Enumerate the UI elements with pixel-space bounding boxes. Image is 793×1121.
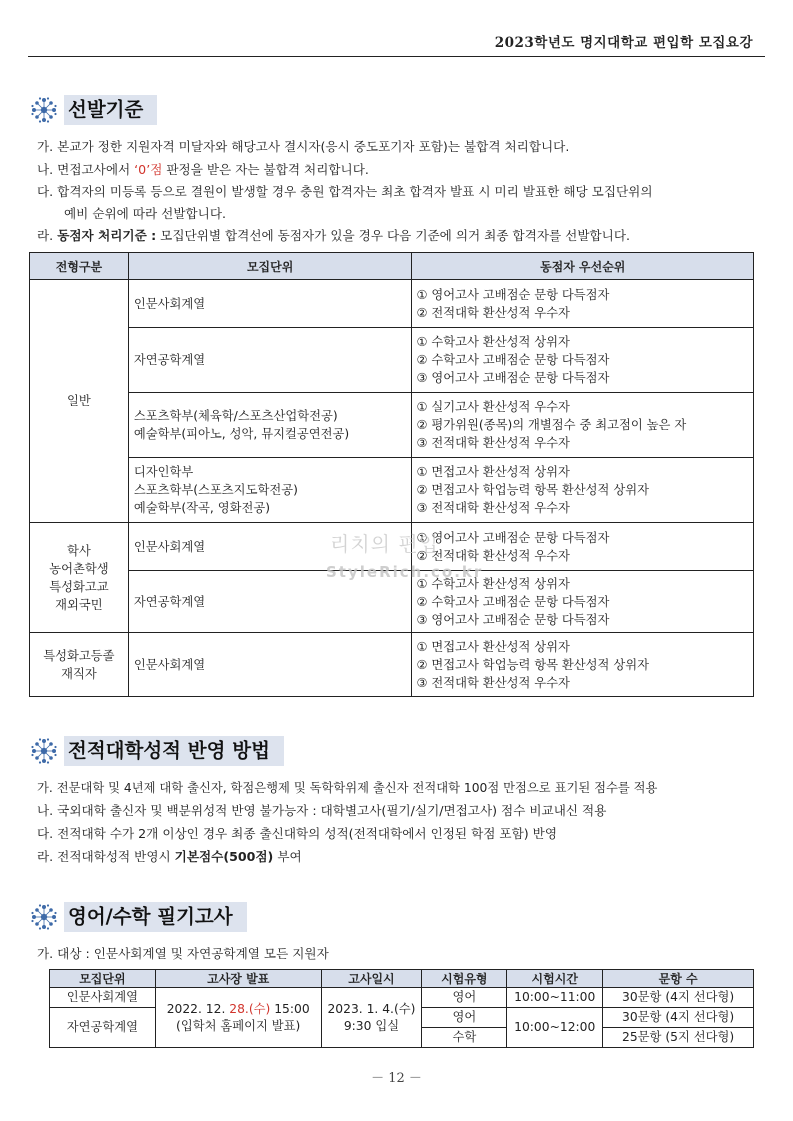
table-row xyxy=(30,393,754,458)
group-vocational xyxy=(30,633,129,697)
group-line: 특성화고등졸 xyxy=(43,648,115,663)
document-title: 2023학년도 명지대학교 편입학 모집요강 xyxy=(494,35,753,51)
criteria-line: ① 수학고사 환산성적 상위자 xyxy=(416,335,570,349)
table-row xyxy=(30,280,754,328)
section-heading-written-exam xyxy=(28,900,247,934)
paragraph-da-line1: 다. 합격자의 미등록 등으로 결원이 발생할 경우 충원 합격자는 최초 합격자 발표 시 미리 발표한 해당 모집단위의 xyxy=(37,184,653,199)
criteria-line: ② 면접고사 학업능력 항목 환산성적 상위자 xyxy=(416,657,649,672)
table-row xyxy=(30,458,754,523)
exam-type-cell: 수학 xyxy=(422,1028,507,1048)
exam-entry-time: 9:30 입실 xyxy=(343,1018,400,1033)
paragraph-na xyxy=(37,162,369,178)
exam-time-cell: 10:00~11:00 xyxy=(507,988,603,1008)
criteria-cell xyxy=(412,458,754,523)
criteria-line: ① 실기고사 환산성적 우수자 xyxy=(416,400,570,414)
section-heading-grade-reflection xyxy=(28,734,284,768)
column-header: 모집단위 xyxy=(50,970,156,988)
paragraph-da: 다. 전적대학 수가 2개 이상인 경우 최종 출신대학의 성적(전적대학에서 인정된 학점 포함) 반영 xyxy=(37,826,558,841)
watermark-url: StyleRich.co.kr xyxy=(326,563,484,581)
table-row xyxy=(50,988,754,1008)
criteria-line: ③ 영어고사 고배점순 문항 다득점자 xyxy=(416,371,610,385)
unit-line: 스포츠학부(체육학/스포츠산업학전공) xyxy=(133,409,338,423)
highlight-zero-score: ‘0’점 xyxy=(134,162,163,177)
column-header: 시험시간 xyxy=(507,970,603,988)
column-header: 동점자 우선순위 xyxy=(412,253,754,280)
page-number: － 12 － xyxy=(371,1071,422,1086)
column-header: 고사장 발표 xyxy=(155,970,321,988)
exam-date: 2023. 1. 4.(수) xyxy=(327,1001,416,1016)
tie-break-table xyxy=(29,252,754,697)
flower-emblem-icon xyxy=(28,735,60,767)
criteria-line: ② 수학고사 고배점순 문항 다득점자 xyxy=(416,353,610,367)
section-title: 선발기준 xyxy=(64,95,157,125)
paragraph-ga: 가. 대상 : 인문사회계열 및 자연공학계열 모든 지원자 xyxy=(37,946,329,961)
paragraph-ga: 가. 전문대학 및 4년제 대학 출신자, 학점은행제 및 독학학위제 출신자 전적대학 100점 만점으로 표기된 점수를 적용 xyxy=(37,781,658,795)
group-line: 재직자 xyxy=(61,666,97,681)
column-header: 전형구분 xyxy=(30,253,129,280)
criteria-line: ② 평가위원(종목)의 개별점수 중 최고점이 높은 자 xyxy=(416,418,687,432)
unit-cell xyxy=(128,328,412,393)
criteria-cell xyxy=(412,280,754,328)
paragraph-ra xyxy=(37,228,630,244)
criteria-line: ① 영어고사 고배점순 문항 다득점자 xyxy=(416,530,610,545)
criteria-line: ② 면접고사 학업능력 항목 환산성적 상위자 xyxy=(416,483,649,497)
text-segment: 2022. 12. xyxy=(166,1001,230,1016)
unit-line: 인문사회계열 xyxy=(133,296,206,311)
unit-line: 디자인학부 xyxy=(133,465,194,479)
unit-line: 인문사회계열 xyxy=(133,657,206,672)
group-line: 학사 xyxy=(67,543,91,558)
tie-criteria-label: 동점자 처리기준 : xyxy=(57,228,157,243)
announcement-cell xyxy=(155,988,321,1048)
criteria-line: ③ 영어고사 고배점순 문항 다득점자 xyxy=(416,612,610,627)
section-title: 전적대학성적 반영 방법 xyxy=(64,736,284,766)
criteria-line: ① 수학고사 환산성적 상위자 xyxy=(416,576,570,591)
column-header: 모집단위 xyxy=(128,253,412,280)
group-general: 일반 xyxy=(30,280,129,523)
criteria-cell xyxy=(412,393,754,458)
unit-line: 인문사회계열 xyxy=(133,539,206,554)
question-count-cell: 30문항 (4지 선다형) xyxy=(603,988,754,1008)
announcement-note: (입학처 홈페이지 발표) xyxy=(176,1018,301,1033)
watermark-text: 리치의 편입 xyxy=(330,532,439,556)
group-line: 특성화고교 xyxy=(49,579,109,594)
unit-cell xyxy=(128,393,412,458)
text-segment: 라. xyxy=(37,228,58,243)
criteria-line: ③ 전적대학 환산성적 우수자 xyxy=(416,675,570,690)
exam-time-cell: 10:00~12:00 xyxy=(507,1008,603,1048)
criteria-line: ② 전적대학 환산성적 우수자 xyxy=(416,305,570,320)
unit-line: 예술학부(작곡, 영화전공) xyxy=(133,501,271,515)
paragraph-da-line2: 예비 순위에 따라 선발합니다. xyxy=(64,206,226,221)
exam-type-cell: 영어 xyxy=(422,1008,507,1028)
header-divider xyxy=(28,56,765,57)
unit-cell xyxy=(128,458,412,523)
criteria-line: ① 면접고사 환산성적 상위자 xyxy=(416,465,570,479)
group-line: 재외국민 xyxy=(55,597,103,612)
flower-emblem-icon xyxy=(28,901,60,933)
exam-date-cell xyxy=(321,988,422,1048)
text-segment: 나. 면접고사에서 xyxy=(37,162,135,177)
unit-line: 예술학부(피아노, 성악, 뮤지컬공연전공) xyxy=(133,427,350,441)
highlight-date: 28.(수) xyxy=(229,1001,271,1016)
column-header: 시험유형 xyxy=(422,970,507,988)
section-title: 영어/수학 필기고사 xyxy=(64,902,247,932)
unit-cell: 인문사회계열 xyxy=(50,988,156,1008)
table-header-row xyxy=(50,970,754,988)
criteria-cell xyxy=(412,328,754,393)
unit-cell xyxy=(128,633,412,697)
criteria-cell xyxy=(412,633,754,697)
table-row xyxy=(30,328,754,393)
criteria-line: ① 영어고사 고배점순 문항 다득점자 xyxy=(416,287,610,302)
unit-line: 자연공학계열 xyxy=(133,594,206,609)
group-line: 농어촌학생 xyxy=(49,561,109,576)
unit-line: 자연공학계열 xyxy=(133,353,206,367)
paragraph-ra xyxy=(37,849,302,865)
text-segment: 15:00 xyxy=(270,1001,310,1016)
group-special-admission xyxy=(30,523,129,633)
question-count-cell: 25문항 (5지 선다형) xyxy=(603,1028,754,1048)
column-header: 고사일시 xyxy=(321,970,422,988)
unit-cell: 자연공학계열 xyxy=(50,1008,156,1048)
text-segment: 판정을 받은 자는 불합격 처리합니다. xyxy=(162,162,369,177)
text-segment: 모집단위별 합격선에 동점자가 있을 경우 다음 기준에 의거 최종 합격자를 선발합니다. xyxy=(156,228,630,243)
section-heading-selection xyxy=(28,93,157,127)
paragraph-ga: 가. 본교가 정한 지원자격 미달자와 해당고사 결시자(응시 중도포기자 포함)는 불합격 처리합니다. xyxy=(37,139,570,154)
criteria-line: ② 수학고사 고배점순 문항 다득점자 xyxy=(416,594,610,609)
paragraph-na: 나. 국외대학 출신자 및 백분위성적 반영 불가능자 : 대학별고사(필기/실기/면접고사) 점수 비교내신 적용 xyxy=(37,803,607,818)
flower-emblem-icon xyxy=(28,94,60,126)
announcement-date xyxy=(157,1001,320,1018)
unit-line: 스포츠학부(스포츠지도학전공) xyxy=(133,483,298,497)
unit-cell xyxy=(128,280,412,328)
criteria-line: ② 전적대학 환산성적 우수자 xyxy=(416,548,570,563)
text-segment: 부여 xyxy=(273,849,302,864)
table-row xyxy=(30,633,754,697)
table-header-row xyxy=(30,253,754,280)
criteria-line: ③ 전적대학 환산성적 우수자 xyxy=(416,501,570,515)
base-score-label: 기본점수(500점) xyxy=(174,849,274,864)
criteria-line: ③ 전적대학 환산성적 우수자 xyxy=(416,436,570,450)
criteria-line: ① 면접고사 환산성적 상위자 xyxy=(416,639,570,654)
exam-schedule-table xyxy=(49,969,754,1048)
question-count-cell: 30문항 (4지 선다형) xyxy=(603,1008,754,1028)
exam-type-cell: 영어 xyxy=(422,988,507,1008)
column-header: 문항 수 xyxy=(603,970,754,988)
text-segment: 라. 전적대학성적 반영시 xyxy=(37,849,175,864)
